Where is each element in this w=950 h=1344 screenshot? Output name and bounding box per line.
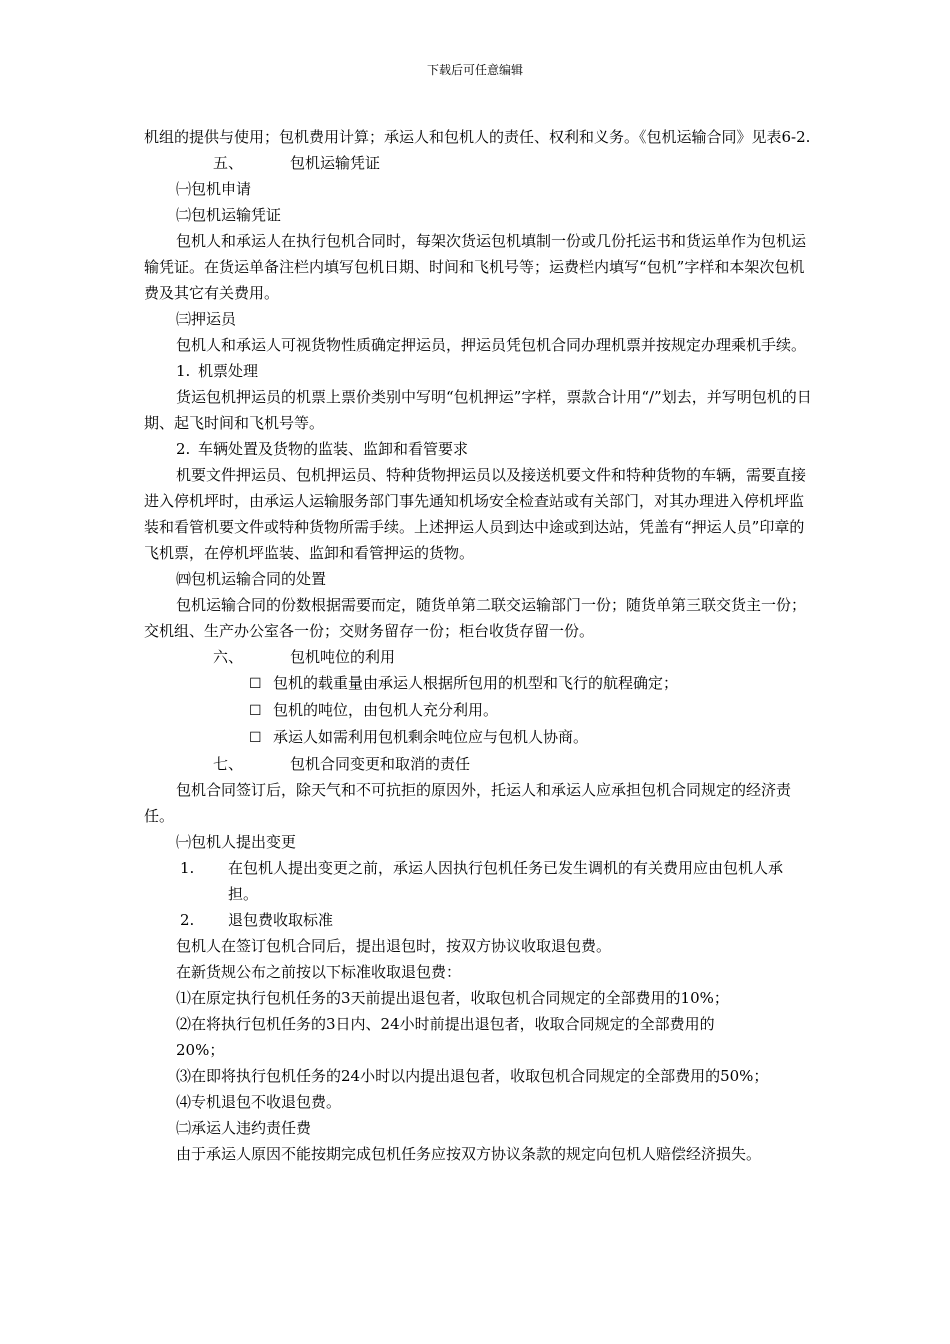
rule-item-text-cont: 20%；	[176, 1041, 225, 1059]
item-number: 2.	[180, 911, 195, 929]
numbered-item	[144, 907, 812, 933]
subheading: ㈣包机运输合同的处置	[176, 570, 327, 588]
section-heading	[144, 150, 812, 176]
paragraph: 包机人在签订包机合同后，提出退包时，按双方协议收取退包费。	[176, 937, 612, 955]
numbered-heading	[144, 436, 812, 462]
item-number: 1.	[176, 362, 191, 380]
list-item-text: 包机的吨位，由包机人充分利用。	[273, 701, 499, 719]
item-title: 机票处理	[198, 362, 259, 380]
checkbox-icon: ☐	[249, 703, 262, 719]
checkbox-icon: ☐	[249, 676, 262, 692]
section-heading	[144, 644, 812, 670]
paragraph: 包机人和承运人在执行包机合同时，每架次货运包机填制一份或几份托运书和货运单作为包机运输凭证。在货运单备注栏内填写包机日期、时间和飞机号等；运费栏内填写“包机”字样和本架次包机费及其它有关费用。	[144, 232, 807, 302]
section-number: 七、	[213, 755, 244, 773]
numbered-item	[144, 855, 812, 907]
list-item	[144, 697, 812, 724]
rule-item: ⑴在原定执行包机任务的3天前提出退包者，收取包机合同规定的全部费用的10%；	[176, 989, 729, 1007]
rule-item: ⑶在即将执行包机任务的24小时以内提出退包者，收取包机合同规定的全部费用的50%；	[176, 1067, 769, 1085]
paragraph: 包机运输合同的份数根据需要而定，随货单第二联交运输部门一份；随货单第三联交货主一份；交机组、生产办公室各一份；交财务留存一份；柜台收货存留一份。	[144, 596, 807, 640]
paragraph: 包机合同签订后，除天气和不可抗拒的原因外，托运人和承运人应承担包机合同规定的经济责任。	[144, 781, 792, 825]
section-number: 五、	[213, 154, 244, 172]
paragraph: 机要文件押运员、包机押运员、特种货物押运员以及接送机要文件和特种货物的车辆，需要直接进入停机坪时，由承运人运输服务部门事先通知机场安全检查站或有关部门，对其办理进入停机坪监装和看管机要文件或特种货物所需手续。上述押运人员到达中途或到达站，凭盖有“押运人员”印章的飞机票，在停机坪监装、监卸和看管押运的货物。	[144, 466, 807, 562]
section-heading	[144, 751, 812, 777]
item-number: 1.	[180, 859, 195, 877]
subheading: ㈡包机运输凭证	[176, 206, 282, 224]
section-title: 包机吨位的利用	[290, 648, 396, 666]
page-header: 下载后可任意编辑	[426, 63, 523, 77]
list-item	[144, 670, 812, 697]
section-number: 六、	[213, 648, 244, 666]
list-item-text: 包机的载重量由承运人根据所包用的机型和飞行的航程确定；	[273, 674, 679, 692]
list-item	[144, 724, 812, 751]
rule-item-text: ⑵在将执行包机任务的3日内、24小时前提出退包者，收取合同规定的全部费用的	[176, 1015, 715, 1033]
rule-item	[144, 1011, 812, 1063]
item-title: 车辆处置及货物的监装、监卸和看管要求	[198, 440, 469, 458]
subheading: ㈠包机申请	[176, 180, 252, 198]
section-title: 包机运输凭证	[290, 154, 381, 172]
subheading: ㈠包机人提出变更	[176, 833, 297, 851]
numbered-heading	[144, 358, 812, 384]
rule-item: ⑷专机退包不收退包费。	[176, 1093, 342, 1111]
list-item-text: 承运人如需利用包机剩余吨位应与包机人协商。	[273, 728, 589, 746]
item-text: 在包机人提出变更之前，承运人因执行包机任务已发生调机的有关费用应由包机人承担。	[228, 859, 784, 903]
item-number: 2.	[176, 440, 191, 458]
paragraph: 包机人和承运人可视货物性质确定押运员，押运员凭包机合同办理机票并按规定办理乘机手续。	[176, 336, 807, 354]
paragraph: 货运包机押运员的机票上票价类别中写明“包机押运”字样，票款合计用“/”划去，并写明包机的日期、起飞时间和飞机号等。	[144, 388, 812, 432]
paragraph: 由于承运人原因不能按期完成包机任务应按双方协议条款的规定向包机人赔偿经济损失。	[176, 1145, 762, 1163]
paragraph: 在新货规公布之前按以下标准收取退包费：	[176, 963, 462, 981]
checkbox-icon: ☐	[249, 730, 262, 746]
subheading: ㈢押运员	[176, 310, 237, 328]
subheading: ㈡承运人违约责任费	[176, 1119, 312, 1137]
section-title: 包机合同变更和取消的责任	[290, 755, 471, 773]
document-body	[144, 124, 812, 1167]
item-text: 退包费收取标准	[228, 911, 334, 929]
paragraph: 机组的提供与使用；包机费用计算；承运人和包机人的责任、权利和义务。《包机运输合同》见表6-2.	[144, 128, 811, 146]
